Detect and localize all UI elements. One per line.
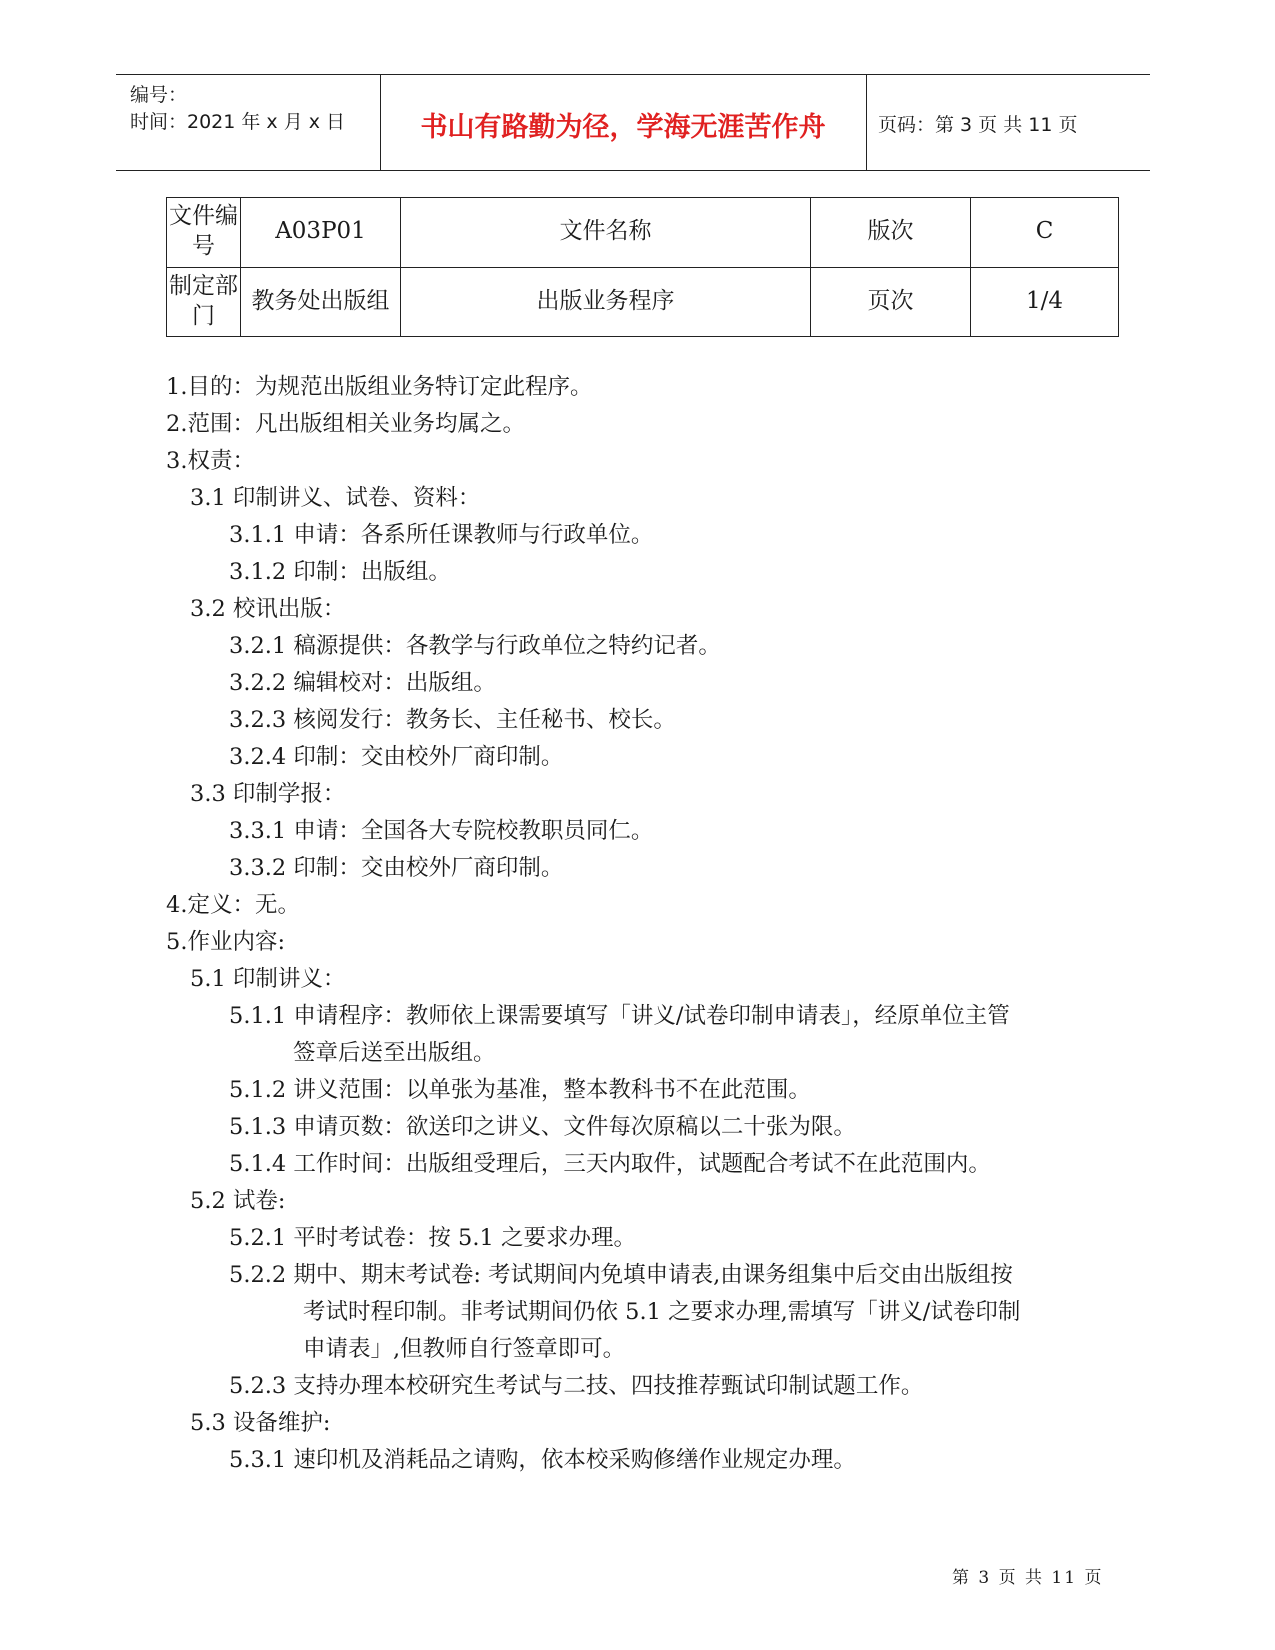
page-header xyxy=(116,74,1150,171)
page-value: 1/4 xyxy=(971,267,1119,337)
file-name-label: 文件名称 xyxy=(401,198,811,268)
list-item: 3.3 印制学报： xyxy=(190,781,346,807)
file-number-label: 文件编号 xyxy=(167,198,241,268)
list-item: 3.2.2 编辑校对：出版组。 xyxy=(229,670,496,696)
document-info-table xyxy=(166,197,1119,337)
table-row xyxy=(167,198,1119,268)
list-item: 3.3.1 申请：全国各大专院校教职员同仁。 xyxy=(229,818,654,844)
header-page-info: 页码：第 3 页 共 11 页 xyxy=(878,114,1078,136)
list-item: 3.2 校讯出版： xyxy=(190,596,346,622)
list-item: 3.3.2 印制：交由校外厂商印制。 xyxy=(229,855,564,881)
list-item: 3.1.2 印制：出版组。 xyxy=(229,559,451,585)
page-footer: 第 3 页 共 11 页 xyxy=(952,1568,1104,1588)
list-item: 5.1.1 申请程序：教师依上课需要填写「讲义/试卷印制申请表」，经原单位主管 xyxy=(229,1003,1010,1029)
list-item: 5.1.4 工作时间：出版组受理后，三天内取件，试题配合考试不在此范围内。 xyxy=(229,1151,991,1177)
list-item: 3.2.1 稿源提供：各教学与行政单位之特约记者。 xyxy=(229,633,721,659)
list-item: 5.1.3 申请页数：欲送印之讲义、文件每次原稿以二十张为限。 xyxy=(229,1114,856,1140)
list-item: 5.2.1 平时考试卷：按 5.1 之要求办理。 xyxy=(229,1225,636,1251)
section-responsibility: 3.权责： xyxy=(166,448,255,474)
file-name-value: 出版业务程序 xyxy=(401,267,811,337)
list-item: 3.2.3 核阅发行：教务长、主任秘书、校长。 xyxy=(229,707,676,733)
header-motto-cell xyxy=(380,75,867,170)
list-item: 5.3 设备维护: xyxy=(190,1410,331,1436)
document-date: 时间：2021 年 x 月 x 日 xyxy=(130,111,346,133)
list-item: 5.2.2 期中、期末考试卷: 考试期间内免填申请表,由课务组集中后交由出版组按 xyxy=(229,1262,1013,1288)
table-row xyxy=(167,267,1119,337)
list-item: 3.2.4 印制：交由校外厂商印制。 xyxy=(229,744,564,770)
header-meta xyxy=(116,75,381,170)
list-item: 5.1 印制讲义： xyxy=(190,966,346,992)
department-label: 制定部门 xyxy=(167,267,241,337)
list-item-continuation: 考试时程印制。非考试期间仍依 5.1 之要求办理,需填写「讲义/试卷印制 xyxy=(303,1299,1021,1325)
header-page-cell xyxy=(866,75,1150,170)
section-scope: 2.范围：凡出版组相关业务均属之。 xyxy=(166,411,525,437)
list-item: 5.2.3 支持办理本校研究生考试与二技、四技推荐甄试印制试题工作。 xyxy=(229,1373,924,1399)
list-item: 5.3.1 速印机及消耗品之请购，依本校采购修缮作业规定办理。 xyxy=(229,1447,856,1473)
section-operations: 5.作业内容: xyxy=(166,929,286,955)
list-item: 3.1 印制讲义、试卷、资料： xyxy=(190,485,481,511)
list-item-continuation: 签章后送至出版组。 xyxy=(293,1040,496,1066)
list-item: 3.1.1 申请：各系所任课教师与行政单位。 xyxy=(229,522,654,548)
list-item: 5.2 试卷: xyxy=(190,1188,286,1214)
version-label: 版次 xyxy=(811,198,971,268)
list-item: 5.1.2 讲义范围：以单张为基准，整本教科书不在此范围。 xyxy=(229,1077,811,1103)
motto: 书山有路勤为径，学海无涯苦作舟 xyxy=(420,112,826,143)
section-definition: 4.定义：无。 xyxy=(166,892,300,918)
list-item-continuation: 申请表」,但教师自行签章即可。 xyxy=(303,1336,626,1362)
section-purpose: 1.目的：为规范出版组业务特订定此程序。 xyxy=(166,374,593,400)
version-value: C xyxy=(971,198,1119,268)
page-label: 页次 xyxy=(811,267,971,337)
department-value: 教务处出版组 xyxy=(241,267,401,337)
file-number-value: A03P01 xyxy=(241,198,401,268)
document-number-label: 编号： xyxy=(130,84,188,106)
